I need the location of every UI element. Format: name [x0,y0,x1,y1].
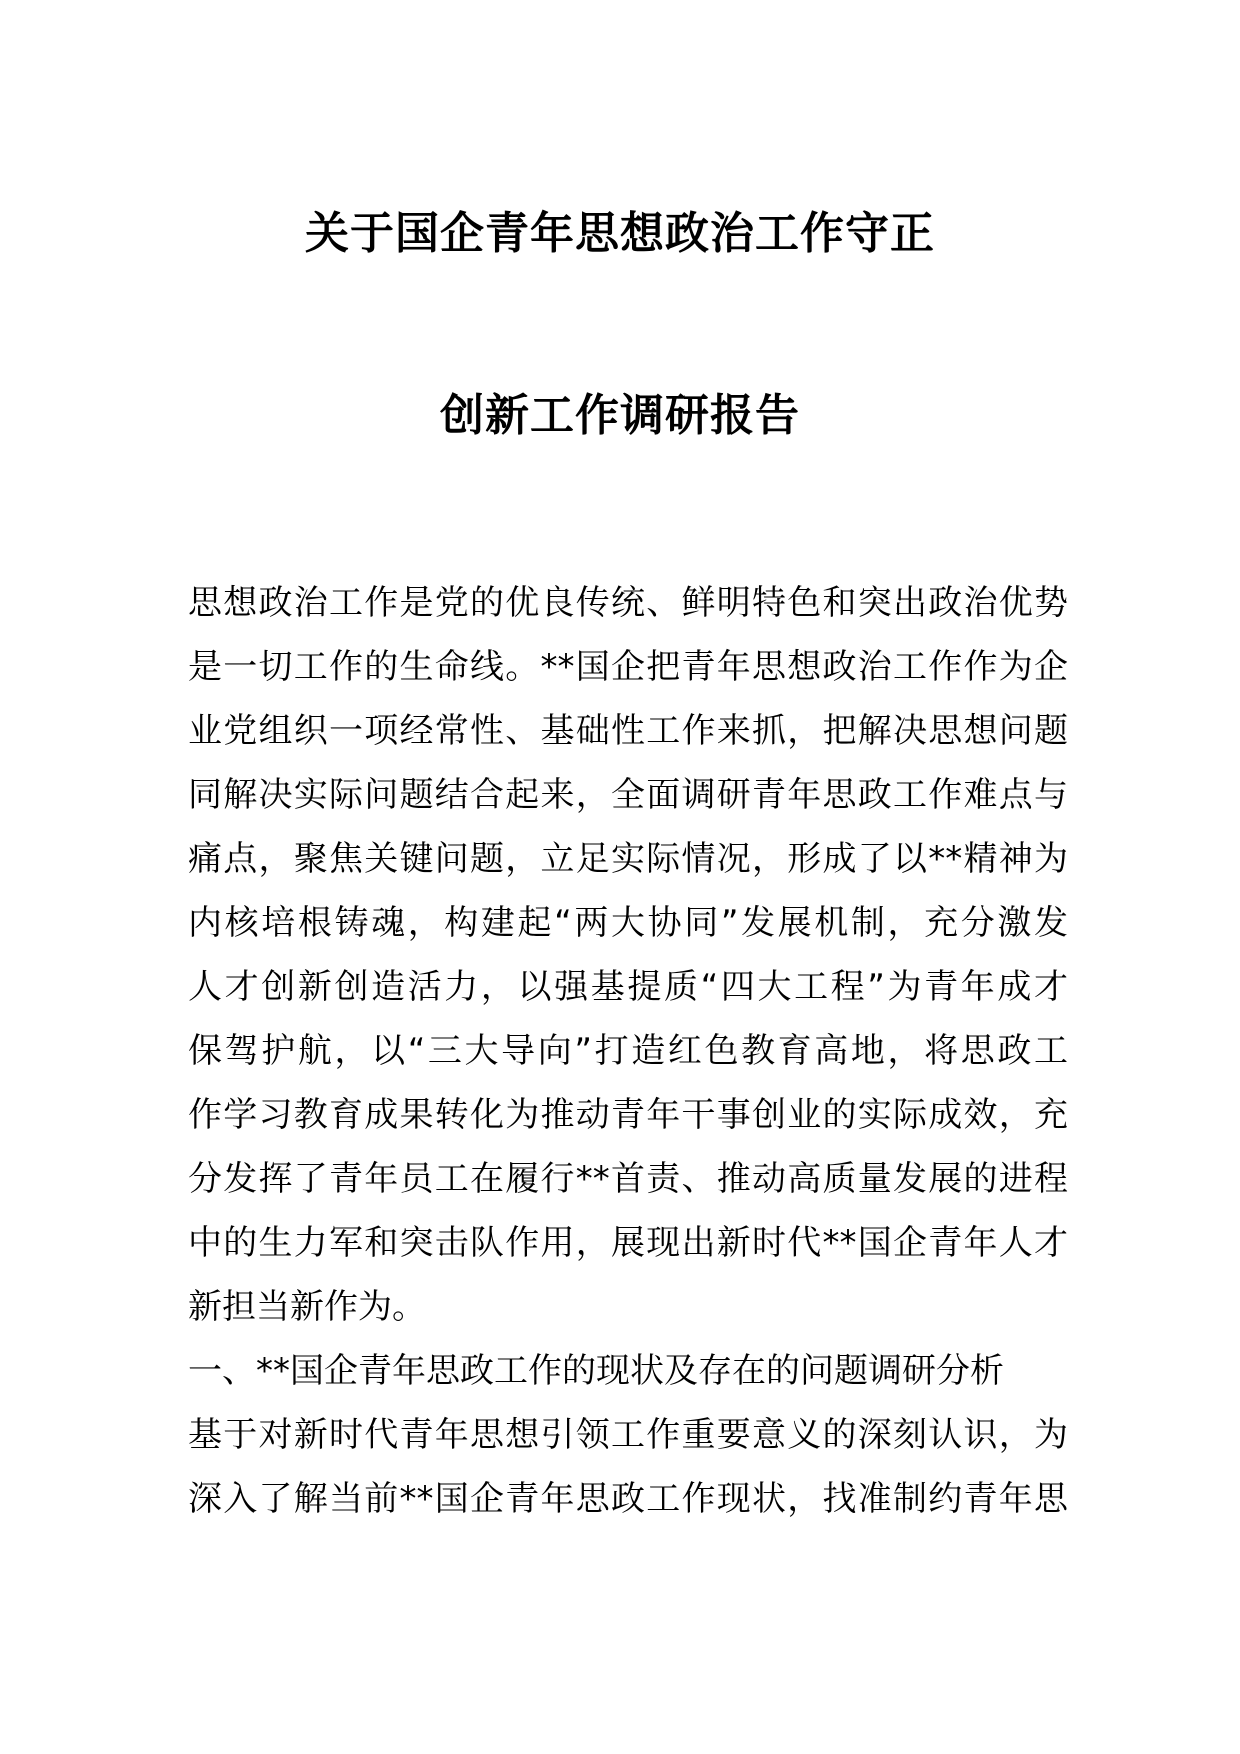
body-line-7: 人才创新创造活力，以强基提质“四大工程”为青年成才 [188,967,1068,1007]
body-line-11: 中的生力军和突击队作用，展现出新时代**国企青年人才 [188,1223,1068,1263]
body-line-5: 痛点，聚焦关键问题，立足实际情况，形成了以**精神为 [188,839,1068,879]
body-line-1: 思想政治工作是党的优良传统、鲜明特色和突出政治优势 [188,583,1068,623]
body-line-14: 基于对新时代青年思想引领工作重要意义的深刻认识，为 [188,1415,1068,1455]
body-line-3: 业党组织一项经常性、基础性工作来抓，把解决思想问题 [188,711,1068,751]
body-line-15: 深入了解当前**国企青年思政工作现状，找准制约青年思 [188,1479,1068,1519]
body-line-10: 分发挥了青年员工在履行**首责、推动高质量发展的进程 [188,1159,1068,1199]
body-line-4: 同解决实际问题结合起来，全面调研青年思政工作难点与 [188,775,1068,815]
document-title-line-1: 关于国企青年思想政治工作守正 [305,208,935,259]
body-line-6: 内核培根铸魂，构建起“两大协同”发展机制，充分激发 [188,903,1068,943]
body-line-9: 作学习教育成果转化为推动青年干事创业的实际成效，充 [188,1095,1068,1135]
body-line-12: 新担当新作为。 [188,1287,426,1327]
section-heading-1: 一、**国企青年思政工作的现状及存在的问题调研分析 [188,1351,1004,1391]
body-line-8: 保驾护航，以“三大导向”打造红色教育高地，将思政工 [188,1031,1068,1071]
body-line-2: 是一切工作的生命线。**国企把青年思想政治工作作为企 [188,647,1068,687]
document-title-line-2: 创新工作调研报告 [440,390,800,441]
